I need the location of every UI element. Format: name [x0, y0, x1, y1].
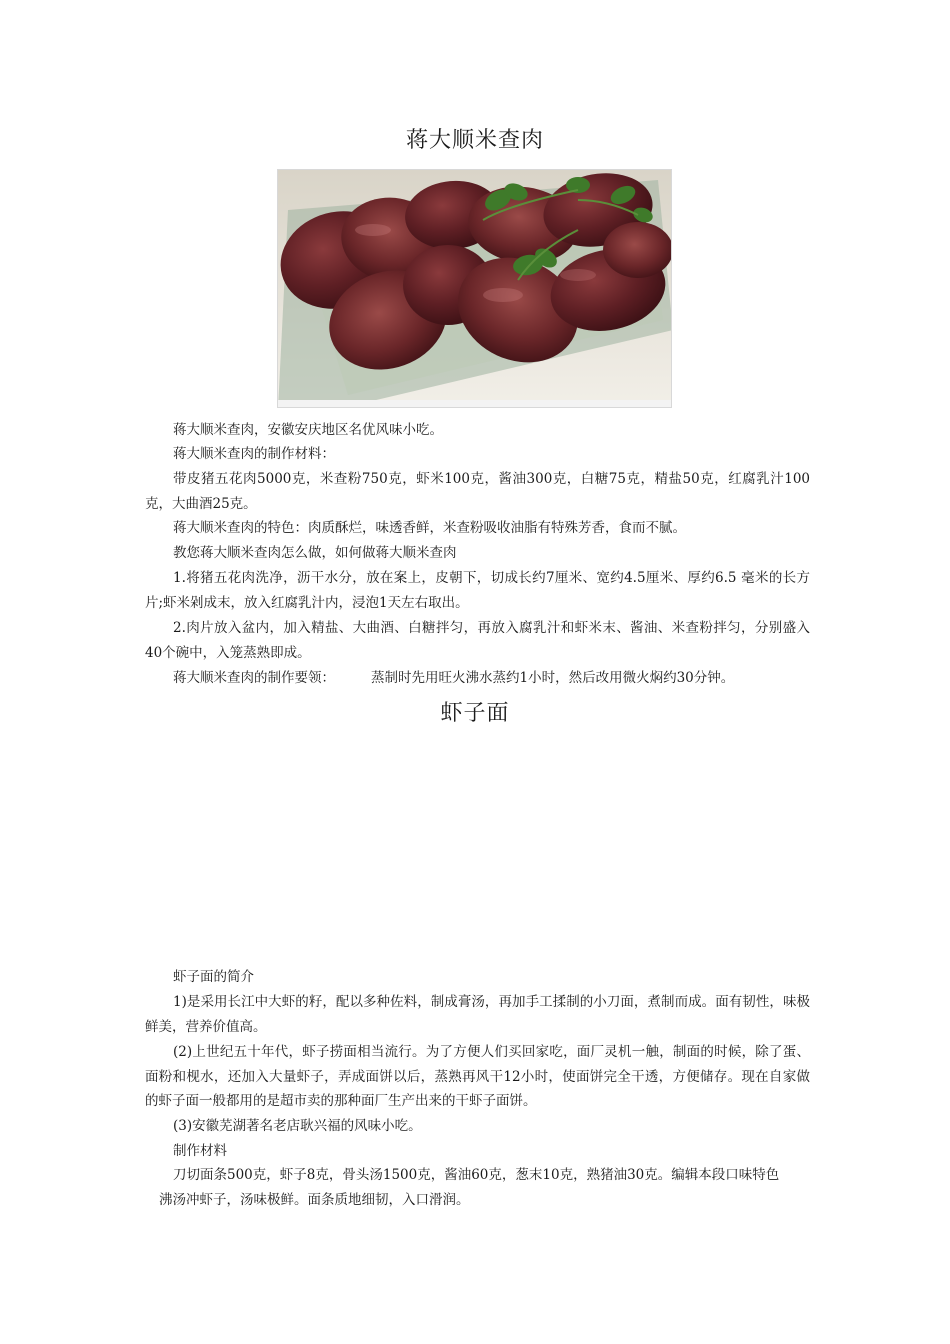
image-placeholder-area [145, 730, 810, 960]
features-paragraph: 蒋大顺米查肉的特色：肉质酥烂，味透香鲜，米查粉吸收油脂有特殊芳香，食而不腻。 [173, 520, 686, 536]
section-title-xiazi-mian: 虾子面 [440, 701, 510, 726]
xiazi-materials-line-1: 刀切面条500克，虾子8克，骨头汤1500克，酱油60克，葱末10克，熟猪油30克。编辑本段口味特色 [173, 1167, 780, 1183]
braised-pork-photo [277, 169, 672, 408]
materials-paragraph: 带皮猪五花肉5000克，米查粉750克，虾米100克，酱油300克，白糖75克，精盐50克，红腐乳汁100克，大曲酒25克。 [145, 471, 810, 512]
step-1-paragraph: 1.将猪五花肉洗净，沥干水分，放在案上，皮朝下，切成长约7厘米、宽约4.5厘米、厚约6.5 毫米的长方片;虾米剁成末，放入红腐乳汁内，浸泡1天左右取出。 [145, 570, 810, 611]
xiazi-paragraph-3: (3)安徽芜湖著名老店耿兴福的风味小吃。 [173, 1118, 422, 1134]
xiazi-paragraph-2: (2)上世纪五十年代，虾子捞面相当流行。为了方便人们买回家吃，面厂灵机一触，制面的时候，除了蛋、面粉和枧水，还加入大量虾子，弄成面饼以后，蒸熟再风干12小时，使面饼完全干透，方便储存。现在自家做的虾子面一般都用的是超市卖的那种面厂生产出来的干虾子面饼。 [145, 1044, 810, 1109]
materials-heading: 蒋大顺米查肉的制作材料： [173, 446, 335, 462]
section-title-mizha-rou: 蒋大顺米查肉 [405, 128, 544, 153]
intro-paragraph: 蒋大顺米查肉，安徽安庆地区名优风味小吃。 [173, 422, 443, 438]
tips-text: 蒸制时先用旺火沸水蒸约1小时，然后改用微火焖约30分钟。 [371, 670, 735, 686]
xiazi-materials-line-2: 沸汤冲虾子，汤味极鲜。面条质地细韧，入口滑润。 [159, 1192, 470, 1208]
xiazi-intro-heading: 虾子面的简介 [173, 969, 254, 985]
howto-heading: 教您蒋大顺米查肉怎么做，如何做蒋大顺米查肉 [173, 545, 457, 561]
tips-label: 蒋大顺米查肉的制作要领： [173, 670, 335, 686]
tips-paragraph [145, 666, 810, 691]
xiazi-materials-heading: 制作材料 [173, 1143, 227, 1159]
step-2-paragraph: 2.肉片放入盆内，加入精盐、大曲酒、白糖拌匀，再放入腐乳汁和虾米末、酱油、米查粉拌匀，分别盛入40个碗中，入笼蒸熟即成。 [145, 620, 810, 661]
xiazi-paragraph-1: 1)是采用长江中大虾的籽，配以多种佐料，制成膏汤，再加手工揉制的小刀面，煮制而成。面有韧性，味极鲜美，营养价值高。 [145, 994, 810, 1035]
